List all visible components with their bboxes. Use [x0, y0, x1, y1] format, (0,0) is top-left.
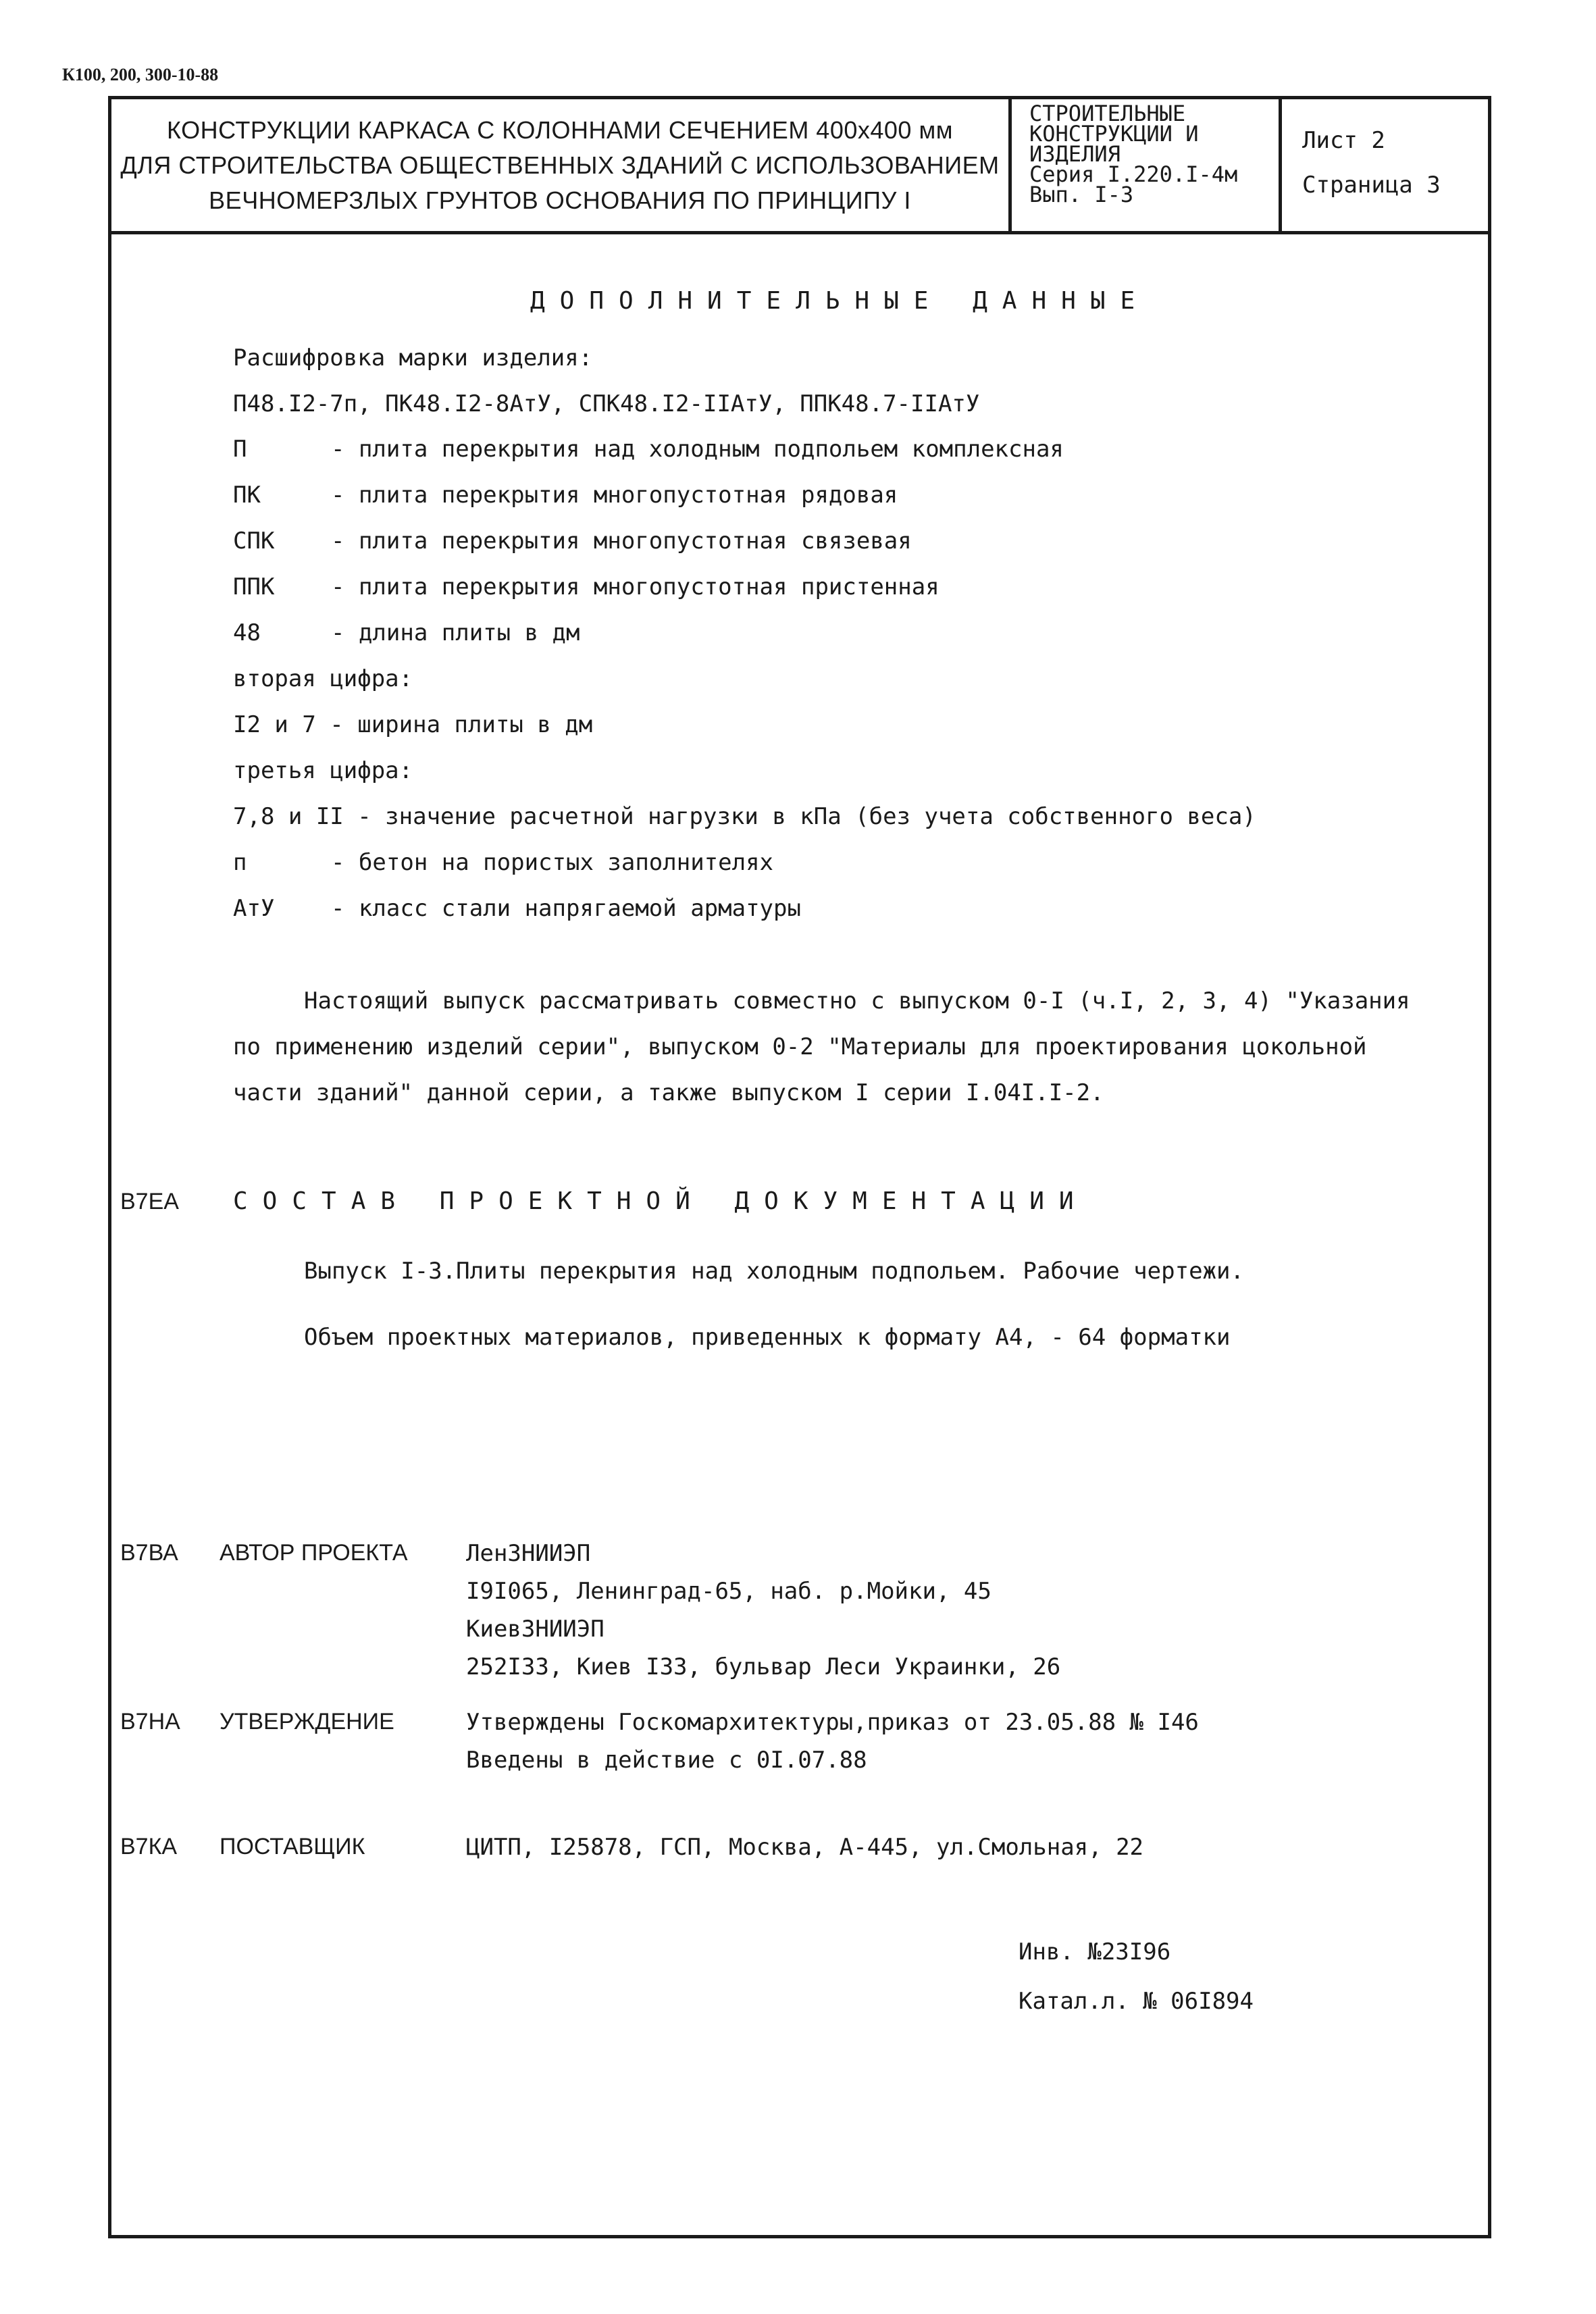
- width-line: I2 и 7 - ширина плиты в дм: [233, 711, 593, 738]
- composition-line: Объем проектных материалов, приведенных к формату А4, - 64 форматки: [304, 1324, 1231, 1351]
- sheet-number: Лист 2: [1302, 127, 1385, 154]
- document-title: [111, 99, 1012, 231]
- paragraph-line: части зданий" данной серии, а также выпуском I серии I.04I.I-2.: [233, 1079, 1104, 1106]
- paragraph-line: Настоящий выпуск рассматривать совместно с выпуском 0-I (ч.I, 2, 3, 4) "Указания: [304, 987, 1410, 1014]
- legend-definition: - бетон на пористых заполнителях: [331, 849, 774, 876]
- legend-definition: - класс стали напрягаемой арматуры: [331, 895, 801, 922]
- page-number: Страница 3: [1302, 172, 1441, 199]
- supplier-line: ЦИТП, I25878, ГСП, Москва, А-445, ул.Смольная, 22: [466, 1834, 1144, 1861]
- catalog-number: Катал.л. № 06I894: [1019, 1988, 1254, 2015]
- legend-symbol: ППК: [233, 573, 275, 600]
- approval-details: [466, 1703, 1199, 1779]
- title-line: ВЕЧНОМЕРЗЛЫХ ГРУНТОВ ОСНОВАНИЯ ПО ПРИНЦИПУ I: [209, 186, 911, 214]
- legend-symbol: 48: [233, 619, 261, 646]
- document-code: К100, 200, 300-10-88: [62, 65, 219, 84]
- author-line: 252I33, Киев I33, бульвар Леси Украинки, 26: [466, 1653, 1061, 1680]
- author-line: I9I065, Ленинград-65, наб. р.Мойки, 45: [466, 1578, 992, 1605]
- series-line: ИЗДЕЛИЯ: [1029, 141, 1121, 167]
- supplier-label: ПОСТАВЩИК: [220, 1834, 365, 1859]
- inventory-number: Инв. №23I96: [1019, 1938, 1171, 1965]
- title-line: КОНСТРУКЦИИ КАРКАСА С КОЛОННАМИ СЕЧЕНИЕМ 400х400 мм: [167, 115, 953, 144]
- series-line: Серия I.220.I-4м: [1029, 161, 1238, 187]
- approval-line: Утверждены Госкомархитектуры,приказ от 23.05.88 № I46: [466, 1709, 1199, 1736]
- legend-definition: - плита перекрытия многопустотная связевая: [331, 528, 912, 555]
- title-line: ДЛЯ СТРОИТЕЛЬСТВА ОБЩЕСТВЕННЫХ ЗДАНИЙ С ИСПОЛЬЗОВАНИЕМ: [120, 151, 1000, 179]
- approval-label: УТВЕРЖДЕНИЕ: [220, 1709, 394, 1734]
- series-line: Вып. I-3: [1029, 182, 1134, 207]
- legend-symbol: СПК: [233, 528, 275, 555]
- title-block: [111, 99, 1488, 234]
- section-code: В7КА: [120, 1834, 178, 1859]
- legend-symbol: ПК: [233, 482, 261, 509]
- legend-symbol: п: [233, 849, 247, 876]
- paragraph-line: по применению изделий серии", выпуском 0-2 "Материалы для проектирования цокольной: [233, 1033, 1367, 1060]
- third-digit-label: третья цифра:: [233, 757, 413, 784]
- legend-symbol: П: [233, 436, 247, 463]
- additional-data-heading: ДОПОЛНИТЕЛЬНЫЕ ДАННЫЕ: [530, 287, 1150, 315]
- composition-line: Выпуск I-3.Плиты перекрытия над холодным подпольем. Рабочие чертежи.: [304, 1258, 1244, 1285]
- section-code: В7ЕА: [120, 1189, 179, 1214]
- composition-heading: СОСТАВ ПРОЕКТНОЙ ДОКУМЕНТАЦИИ: [233, 1187, 1089, 1215]
- legend-definition: - плита перекрытия многопустотная рядовая: [331, 482, 898, 509]
- sheet-info: [1282, 99, 1488, 231]
- legend-definition: - плита перекрытия над холодным подпольем комплексная: [331, 436, 1064, 463]
- decode-title: Расшифровка марки изделия:: [233, 344, 593, 371]
- second-digit-label: вторая цифра:: [233, 665, 413, 692]
- author-line: ЛенЗНИИЭП: [466, 1540, 591, 1567]
- legend-symbol: АтУ: [233, 895, 275, 922]
- section-code: В7ВА: [120, 1540, 178, 1566]
- legend-definition: - плита перекрытия многопустотная пристенная: [331, 573, 939, 600]
- author-details: [466, 1535, 1060, 1686]
- approval-line: Введены в действие с 0I.07.88: [466, 1747, 867, 1774]
- series-line: СТРОИТЕЛЬНЫЕ: [1029, 101, 1186, 126]
- section-code: В7НА: [120, 1709, 180, 1734]
- author-label: АВТОР ПРОЕКТА: [220, 1540, 408, 1566]
- author-line: КиевЗНИИЭП: [466, 1616, 604, 1643]
- legend-definition: - длина плиты в дм: [331, 619, 580, 646]
- series-info: [1012, 99, 1282, 231]
- product-marks: П48.I2-7п, ПК48.I2-8АтУ, СПК48.I2-IIАтУ, ППК48.7-IIАтУ: [233, 390, 980, 417]
- load-line: 7,8 и II - значение расчетной нагрузки в кПа (без учета собственного веса): [233, 803, 1256, 830]
- series-line: КОНСТРУКЦИИ И: [1029, 121, 1199, 147]
